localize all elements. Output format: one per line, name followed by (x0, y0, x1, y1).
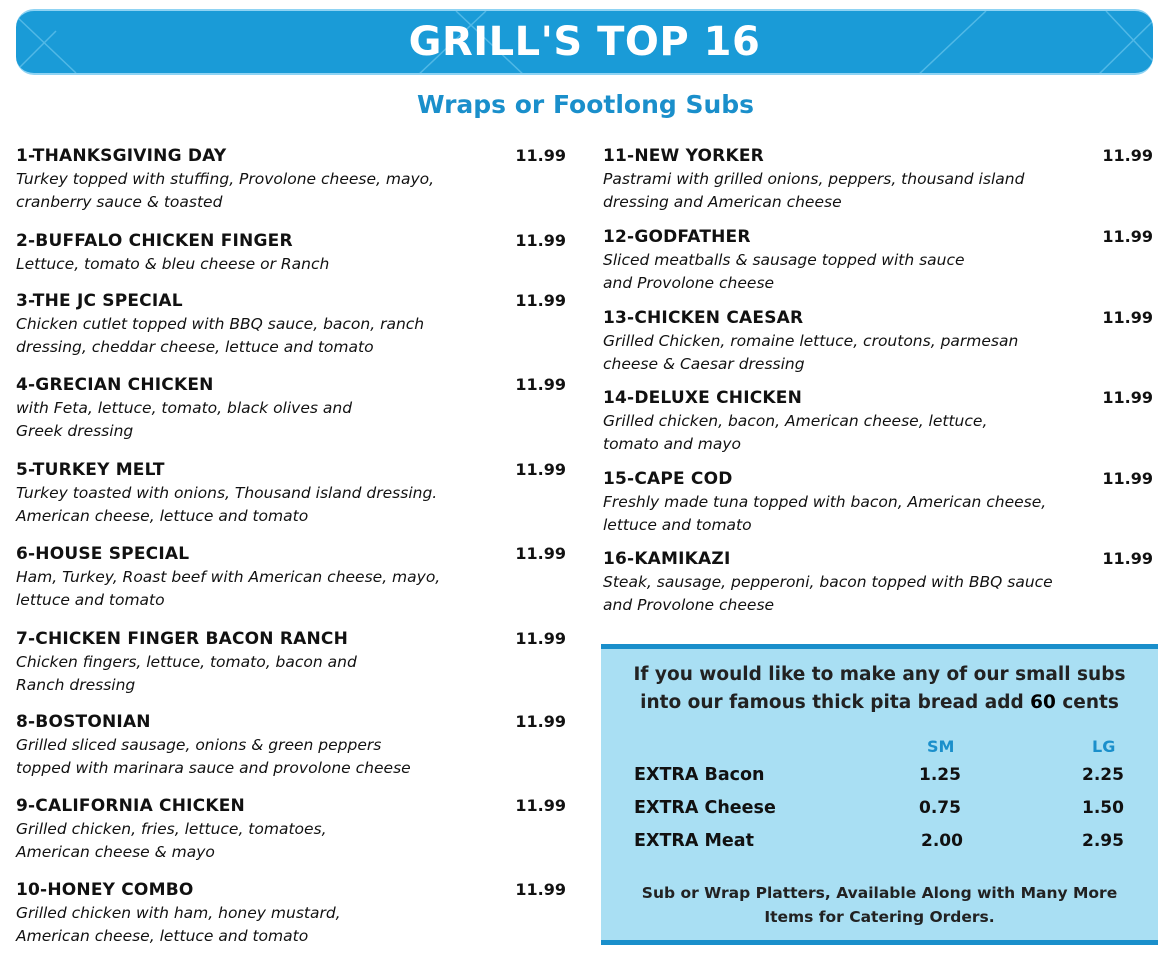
title-banner (16, 9, 1153, 75)
item-name: 15-CAPE COD (603, 469, 733, 489)
item-price: 11.99 (515, 291, 566, 310)
item-price: 11.99 (515, 375, 566, 394)
item-name: 3-THE JC SPECIAL (16, 291, 183, 311)
item-description-line: Grilled Chicken, romaine lettuce, croutons, parmesan (603, 332, 1019, 350)
item-description-line: Grilled chicken with ham, honey mustard, (16, 904, 341, 922)
extra-label: EXTRA Cheese (634, 798, 776, 818)
extra-price-sm: 0.75 (919, 798, 961, 818)
column-header-sm: SM (927, 737, 955, 756)
item-name: 1-THANKSGIVING DAY (16, 146, 227, 166)
item-name: 8-BOSTONIAN (16, 712, 151, 732)
menu-item (16, 231, 566, 276)
item-description-line: Chicken cutlet topped with BBQ sauce, bacon, ranch (16, 315, 425, 333)
pita-bread-note (601, 661, 1158, 717)
item-price: 11.99 (515, 796, 566, 815)
item-name: 9-CALIFORNIA CHICKEN (16, 796, 245, 816)
item-description-line: lettuce and tomato (603, 516, 752, 534)
item-price: 11.99 (515, 544, 566, 563)
extra-price-sm: 2.00 (921, 831, 963, 851)
extras-row (601, 798, 1158, 822)
extra-price-sm: 1.25 (919, 765, 961, 785)
pita-note-text: into our famous thick pita bread add (640, 692, 1031, 713)
item-description-line: topped with marinara sauce and provolone cheese (16, 759, 411, 777)
item-price: 11.99 (515, 880, 566, 899)
item-description-line: American cheese, lettuce and tomato (16, 507, 309, 525)
menu-item (16, 880, 566, 948)
item-description (603, 491, 1083, 537)
page-title: GRILL'S TOP 16 (408, 19, 761, 65)
item-name: 14-DELUXE CHICKEN (603, 388, 803, 408)
item-description (16, 313, 496, 359)
item-description (603, 410, 1083, 456)
pita-price-cents: 60 (1030, 692, 1056, 713)
item-description-line: Grilled sliced sausage, onions & green peppers (16, 736, 382, 754)
item-price: 11.99 (1102, 227, 1153, 246)
menu-item (16, 460, 566, 528)
item-description-line: Turkey toasted with onions, Thousand island dressing. (16, 484, 438, 502)
item-description (16, 651, 496, 697)
item-description-line: Turkey topped with stuffing, Provolone cheese, mayo, (16, 170, 435, 188)
item-name: 5-TURKEY MELT (16, 460, 165, 480)
item-price: 11.99 (515, 231, 566, 250)
item-description (603, 249, 1083, 295)
item-description-line: cheese & Caesar dressing (603, 355, 805, 373)
item-description-line: tomato and mayo (603, 435, 741, 453)
item-description-line: and Provolone cheese (603, 596, 775, 614)
item-price: 11.99 (1102, 308, 1153, 327)
item-price: 11.99 (515, 629, 566, 648)
menu-item (603, 469, 1153, 537)
menu-item (603, 388, 1153, 456)
item-name: 7-CHICKEN FINGER BACON RANCH (16, 629, 349, 649)
item-description (603, 168, 1083, 214)
item-description-line: with Feta, lettuce, tomato, black olives and (16, 399, 353, 417)
pita-note-text: cents (1055, 692, 1119, 713)
item-description-line: Ranch dressing (16, 676, 136, 694)
item-description-line: Steak, sausage, pepperoni, bacon topped with BBQ sauce (603, 573, 1053, 591)
item-description-line: Sliced meatballs & sausage topped with sauce (603, 251, 965, 269)
item-name: 10-HONEY COMBO (16, 880, 194, 900)
item-description-line: and Provolone cheese (603, 274, 775, 292)
menu-item (16, 544, 566, 612)
item-description (16, 566, 496, 612)
item-name: 13-CHICKEN CAESAR (603, 308, 804, 328)
extra-price-lg: 2.95 (1082, 831, 1124, 851)
catering-note-line: Sub or Wrap Platters, Available Along with Many More (641, 884, 1118, 902)
menu-item (603, 227, 1153, 295)
menu-item (603, 308, 1153, 376)
item-name: 12-GODFATHER (603, 227, 751, 247)
item-description (603, 571, 1113, 617)
item-name: 6-HOUSE SPECIAL (16, 544, 190, 564)
item-description (16, 902, 496, 948)
item-description-line: Chicken fingers, lettuce, tomato, bacon and (16, 653, 357, 671)
item-price: 11.99 (515, 146, 566, 165)
item-price: 11.99 (1102, 388, 1153, 407)
item-description (16, 397, 496, 443)
item-price: 11.99 (1102, 549, 1153, 568)
item-description-line: cranberry sauce & toasted (16, 193, 223, 211)
item-description-line: dressing, cheddar cheese, lettuce and tomato (16, 338, 374, 356)
menu-item (16, 375, 566, 443)
item-description-line: American cheese & mayo (16, 843, 215, 861)
pita-note-line: If you would like to make any of our small subs (633, 664, 1126, 685)
item-description-line: Pastrami with grilled onions, peppers, thousand island (603, 170, 1025, 188)
catering-note (621, 881, 1138, 929)
item-name: 2-BUFFALO CHICKEN FINGER (16, 231, 293, 251)
extra-label: EXTRA Bacon (634, 765, 765, 785)
pita-note-line (601, 689, 1158, 717)
item-description (603, 330, 1083, 376)
extra-price-lg: 2.25 (1082, 765, 1124, 785)
item-description (16, 734, 496, 780)
item-description (16, 482, 496, 528)
menu-item (16, 291, 566, 359)
item-description-line: Ham, Turkey, Roast beef with American cheese, mayo, (16, 568, 441, 586)
extra-label: EXTRA Meat (634, 831, 754, 851)
item-price: 11.99 (1102, 146, 1153, 165)
item-description (16, 168, 496, 214)
menu-item (16, 629, 566, 697)
column-header-lg: LG (1092, 737, 1116, 756)
extras-row (601, 765, 1158, 789)
item-description-line: Grilled chicken, bacon, American cheese, lettuce, (603, 412, 988, 430)
item-price: 11.99 (515, 712, 566, 731)
menu-item (603, 146, 1153, 214)
menu-item (16, 712, 566, 780)
item-description (16, 818, 496, 864)
item-description-line: American cheese, lettuce and tomato (16, 927, 309, 945)
extras-info-box (601, 644, 1158, 945)
item-description-line: dressing and American cheese (603, 193, 842, 211)
item-name: 16-KAMIKAZI (603, 549, 731, 569)
catering-note-line: Items for Catering Orders. (764, 908, 995, 926)
item-description-line: Greek dressing (16, 422, 134, 440)
item-price: 11.99 (1102, 469, 1153, 488)
item-description-line: lettuce and tomato (16, 591, 165, 609)
extras-row (601, 831, 1158, 855)
item-description-line: Grilled chicken, fries, lettuce, tomatoes, (16, 820, 327, 838)
menu-subtitle: Wraps or Footlong Subs (416, 90, 755, 119)
item-description-line: Lettuce, tomato & bleu cheese or Ranch (16, 255, 330, 273)
menu-item (16, 796, 566, 864)
item-name: 11-NEW YORKER (603, 146, 764, 166)
item-name: 4-GRECIAN CHICKEN (16, 375, 214, 395)
item-description (16, 253, 496, 276)
menu-item (16, 146, 566, 214)
menu-item (603, 549, 1153, 617)
item-description-line: Freshly made tuna topped with bacon, American cheese, (603, 493, 1047, 511)
item-price: 11.99 (515, 460, 566, 479)
extra-price-lg: 1.50 (1082, 798, 1124, 818)
